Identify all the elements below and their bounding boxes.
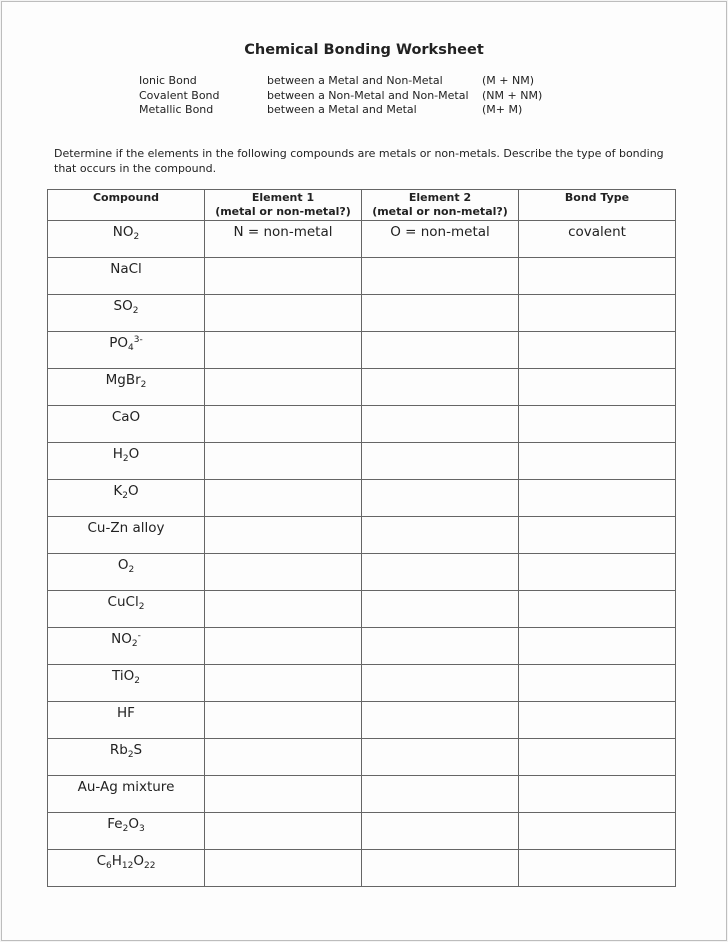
formula-subscript: 2 bbox=[122, 491, 128, 501]
bond-type-cell[interactable] bbox=[519, 406, 676, 443]
element-1-cell[interactable] bbox=[205, 443, 362, 480]
formula-superscript: - bbox=[137, 631, 141, 641]
element-2-cell[interactable] bbox=[362, 702, 519, 739]
element-2-cell[interactable] bbox=[362, 554, 519, 591]
compound-cell bbox=[48, 221, 205, 258]
definition-abbreviation: (M + NM) bbox=[482, 74, 535, 87]
element-2-cell[interactable] bbox=[362, 628, 519, 665]
bond-type-cell[interactable] bbox=[519, 369, 676, 406]
formula-superscript: 3- bbox=[133, 335, 143, 345]
formula-subscript: 2 bbox=[132, 306, 139, 316]
element-1-cell[interactable] bbox=[205, 369, 362, 406]
definition-covalent bbox=[139, 89, 559, 104]
formula-subscript: 2 bbox=[122, 824, 129, 834]
element-1-cell[interactable] bbox=[205, 702, 362, 739]
table-row bbox=[48, 221, 676, 258]
table-row bbox=[48, 369, 676, 406]
compound-cell bbox=[48, 406, 205, 443]
element-2-cell[interactable]: O = non-metal bbox=[362, 221, 519, 258]
bond-type-cell[interactable] bbox=[519, 665, 676, 702]
table-row bbox=[48, 332, 676, 369]
header-sublabel: (metal or non-metal?) bbox=[372, 205, 508, 218]
compound-cell bbox=[48, 591, 205, 628]
bond-type-cell[interactable] bbox=[519, 295, 676, 332]
table-row bbox=[48, 443, 676, 480]
definition-abbreviation: (NM + NM) bbox=[482, 88, 543, 102]
header-label: Element 2 bbox=[408, 191, 472, 204]
compound-cell bbox=[48, 443, 205, 480]
bond-type-cell[interactable] bbox=[519, 776, 676, 813]
table-row bbox=[48, 850, 676, 887]
formula-subscript: 22 bbox=[143, 861, 156, 871]
element-2-cell[interactable] bbox=[362, 776, 519, 813]
bonding-table bbox=[47, 189, 676, 887]
formula-text: C bbox=[96, 853, 106, 869]
element-2-cell[interactable] bbox=[362, 517, 519, 554]
bond-definitions bbox=[139, 74, 559, 118]
element-1-cell[interactable] bbox=[205, 332, 362, 369]
formula-text: TiO bbox=[112, 668, 135, 684]
compound-cell bbox=[48, 702, 205, 739]
element-1-cell[interactable] bbox=[205, 739, 362, 776]
formula-subscript: 2 bbox=[133, 232, 140, 242]
bond-type-cell[interactable] bbox=[519, 813, 676, 850]
definition-description: between a Metal and Non-Metal bbox=[267, 74, 443, 87]
formula-text: SO bbox=[113, 298, 133, 314]
element-2-cell[interactable] bbox=[362, 850, 519, 887]
compound-cell bbox=[48, 332, 205, 369]
definition-term: Covalent Bond bbox=[139, 88, 220, 102]
bond-type-cell[interactable] bbox=[519, 517, 676, 554]
bond-type-cell[interactable] bbox=[519, 258, 676, 295]
formula-text: Cu-Zn alloy bbox=[87, 520, 165, 536]
compound-cell bbox=[48, 813, 205, 850]
formula-text: O bbox=[117, 557, 129, 573]
formula-subscript: 12 bbox=[121, 861, 134, 871]
formula-text: H bbox=[111, 853, 122, 869]
header-label: Compound bbox=[92, 191, 160, 204]
formula-text: CuCl bbox=[107, 594, 139, 610]
element-1-cell[interactable] bbox=[205, 850, 362, 887]
element-2-cell[interactable] bbox=[362, 480, 519, 517]
table-row bbox=[48, 295, 676, 332]
header-compound bbox=[48, 190, 205, 221]
element-2-cell[interactable] bbox=[362, 295, 519, 332]
compound-cell bbox=[48, 776, 205, 813]
table-row bbox=[48, 739, 676, 776]
table-row bbox=[48, 406, 676, 443]
element-1-cell[interactable] bbox=[205, 776, 362, 813]
compound-cell bbox=[48, 628, 205, 665]
compound-cell bbox=[48, 517, 205, 554]
header-element-2 bbox=[362, 190, 519, 221]
formula-subscript: 2 bbox=[122, 454, 129, 464]
element-1-cell[interactable]: N = non-metal bbox=[205, 221, 362, 258]
table-header-row bbox=[48, 190, 676, 221]
element-1-cell[interactable] bbox=[205, 591, 362, 628]
formula-text: O bbox=[133, 853, 144, 869]
element-2-cell[interactable] bbox=[362, 591, 519, 628]
formula-subscript: 2 bbox=[134, 676, 140, 686]
header-element-1 bbox=[205, 190, 362, 221]
element-1-cell[interactable] bbox=[205, 813, 362, 850]
table-row bbox=[48, 665, 676, 702]
table-row bbox=[48, 554, 676, 591]
element-1-cell[interactable] bbox=[205, 480, 362, 517]
header-label: Bond Type bbox=[564, 191, 630, 204]
header-bond-type bbox=[519, 190, 676, 221]
formula-text: O bbox=[127, 483, 139, 499]
element-2-cell[interactable] bbox=[362, 369, 519, 406]
definition-ionic bbox=[139, 74, 559, 89]
instructions-text: Determine if the elements in the following compounds are metals or non-metals. Describe the type of bonding that occurs in the compound. bbox=[54, 147, 664, 175]
table-row bbox=[48, 776, 676, 813]
formula-subscript: 6 bbox=[106, 861, 112, 871]
definition-description: between a Metal and Metal bbox=[267, 103, 417, 116]
formula-text: Fe bbox=[107, 816, 123, 832]
formula-text: K bbox=[113, 483, 123, 499]
bond-type-cell[interactable] bbox=[519, 850, 676, 887]
compound-cell bbox=[48, 480, 205, 517]
formula-text: PO bbox=[109, 335, 129, 351]
definition-description: between a Non-Metal and Non-Metal bbox=[267, 88, 469, 102]
element-2-cell[interactable] bbox=[362, 739, 519, 776]
formula-text: NO bbox=[112, 224, 134, 240]
element-2-cell[interactable] bbox=[362, 443, 519, 480]
definition-term: Ionic Bond bbox=[139, 74, 197, 87]
header-label: Element 1 bbox=[251, 191, 315, 204]
header-sublabel: (metal or non-metal?) bbox=[215, 205, 351, 218]
formula-text: Au-Ag mixture bbox=[77, 779, 175, 795]
formula-text: MgBr bbox=[105, 372, 141, 388]
table-body bbox=[48, 221, 676, 887]
formula-text: O bbox=[128, 446, 140, 462]
compound-cell bbox=[48, 665, 205, 702]
compound-cell bbox=[48, 369, 205, 406]
table-row bbox=[48, 517, 676, 554]
element-1-cell[interactable] bbox=[205, 406, 362, 443]
bond-type-cell[interactable] bbox=[519, 332, 676, 369]
formula-subscript: 2 bbox=[138, 602, 145, 612]
formula-text: NO bbox=[111, 631, 132, 647]
table-row bbox=[48, 258, 676, 295]
formula-text: CaO bbox=[111, 409, 141, 425]
bond-type-cell[interactable] bbox=[519, 628, 676, 665]
formula-subscript: 2 bbox=[127, 750, 134, 760]
formula-text: NaCl bbox=[110, 261, 142, 277]
table-row bbox=[48, 591, 676, 628]
element-1-cell[interactable] bbox=[205, 295, 362, 332]
worksheet-title: Chemical Bonding Worksheet bbox=[244, 42, 484, 58]
bond-type-cell[interactable] bbox=[519, 702, 676, 739]
element-2-cell[interactable] bbox=[362, 406, 519, 443]
bond-type-cell[interactable] bbox=[519, 443, 676, 480]
formula-text: O bbox=[128, 816, 139, 832]
compound-cell bbox=[48, 850, 205, 887]
formula-text: S bbox=[133, 742, 143, 758]
bond-type-cell[interactable] bbox=[519, 591, 676, 628]
definition-abbreviation: (M+ M) bbox=[482, 103, 523, 116]
table-row bbox=[48, 480, 676, 517]
definition-metallic bbox=[139, 103, 559, 118]
bond-type-cell[interactable] bbox=[519, 554, 676, 591]
definition-term: Metallic Bond bbox=[139, 103, 214, 116]
element-1-cell[interactable] bbox=[205, 517, 362, 554]
formula-subscript: 3 bbox=[138, 824, 145, 834]
bond-type-cell[interactable] bbox=[519, 739, 676, 776]
formula-text: HF bbox=[117, 705, 135, 721]
compound-cell bbox=[48, 554, 205, 591]
table-row bbox=[48, 813, 676, 850]
element-2-cell[interactable] bbox=[362, 258, 519, 295]
element-2-cell[interactable] bbox=[362, 813, 519, 850]
bond-type-cell[interactable]: covalent bbox=[519, 221, 676, 258]
element-1-cell[interactable] bbox=[205, 665, 362, 702]
element-1-cell[interactable] bbox=[205, 258, 362, 295]
formula-subscript: 2 bbox=[128, 565, 135, 575]
formula-text: H bbox=[112, 446, 123, 462]
element-2-cell[interactable] bbox=[362, 332, 519, 369]
element-2-cell[interactable] bbox=[362, 665, 519, 702]
formula-subscript: 2 bbox=[131, 639, 138, 649]
compound-cell bbox=[48, 739, 205, 776]
table-row bbox=[48, 702, 676, 739]
element-1-cell[interactable] bbox=[205, 628, 362, 665]
element-1-cell[interactable] bbox=[205, 554, 362, 591]
table-row bbox=[48, 628, 676, 665]
bond-type-cell[interactable] bbox=[519, 480, 676, 517]
compound-cell bbox=[48, 295, 205, 332]
formula-subscript: 2 bbox=[140, 380, 147, 390]
formula-text: Rb bbox=[109, 742, 128, 758]
compound-cell bbox=[48, 258, 205, 295]
formula-subscript: 4 bbox=[128, 343, 134, 353]
